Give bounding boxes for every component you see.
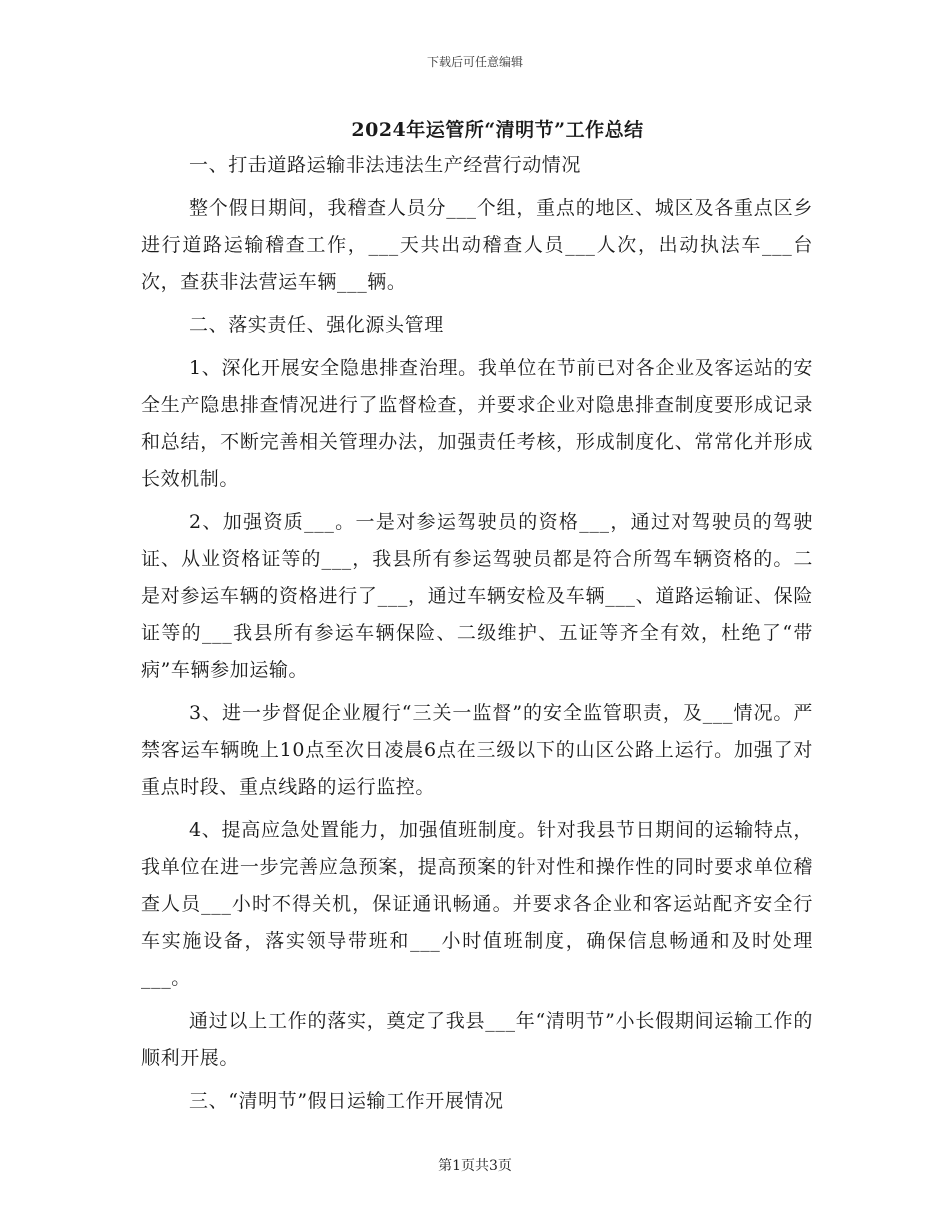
body-paragraph: 3、进一步督促企业履行“三关一监督”的安全监管职责，及___情况。严禁客运车辆晚上10点至次日凌晨6点在三级以下的山区公路上运行。加强了对重点时段、重点线路的运行监控。	[141, 702, 813, 798]
body-paragraph: 1、深化开展安全隐患排查治理。我单位在节前已对各企业及客运站的安全生产隐患排查情况进行了监督检查，并要求企业对隐患排查制度要形成记录和总结，不断完善相关管理办法，加强责任考核，形成制度化、常常化并形成长效机制。	[141, 357, 813, 490]
header-note: 下载后可任意编辑	[426, 55, 523, 69]
section-heading-3: 三、“清明节”假日运输工作开展情况	[189, 1090, 504, 1112]
section-heading-2: 二、落实责任、强化源头管理	[189, 314, 444, 336]
document-body	[141, 147, 813, 1120]
body-paragraph: 4、提高应急处置能力，加强值班制度。针对我县节日期间的运输特点，我单位在进一步完善应急预案，提高预案的针对性和操作性的同时要求单位稽查人员___小时不得关机，保证通讯畅通。并要求各企业和客运站配齐安全行车实施设备，落实领导带班和___小时值班制度，确保信息畅通和及时处理___。	[141, 819, 813, 989]
section-heading-1: 一、打击道路运输非法违法生产经营行动情况	[189, 154, 582, 176]
document-title: 2024年运管所“清明节”工作总结	[351, 119, 644, 141]
page-number: 第1页共3页	[438, 1158, 512, 1174]
body-paragraph: 整个假日期间，我稽查人员分___个组，重点的地区、城区及各重点区乡进行道路运输稽查工作，___天共出动稽查人员___人次，出动执法车___台次，查获非法营运车辆___辆。	[141, 197, 813, 293]
body-paragraph: 2、加强资质___。一是对参运驾驶员的资格___，通过对驾驶员的驾驶证、从业资格证等的___，我县所有参运驾驶员都是符合所驾车辆资格的。二是对参运车辆的资格进行了___，通过车辆安检及车辆___、道路运输证、保险证等的___我县所有参运车辆保险、二级维护、五证等齐全有效，杜绝了“带病”车辆参加运输。	[141, 511, 813, 681]
body-paragraph: 通过以上工作的落实，奠定了我县___年“清明节”小长假期间运输工作的顺利开展。	[141, 1010, 813, 1069]
